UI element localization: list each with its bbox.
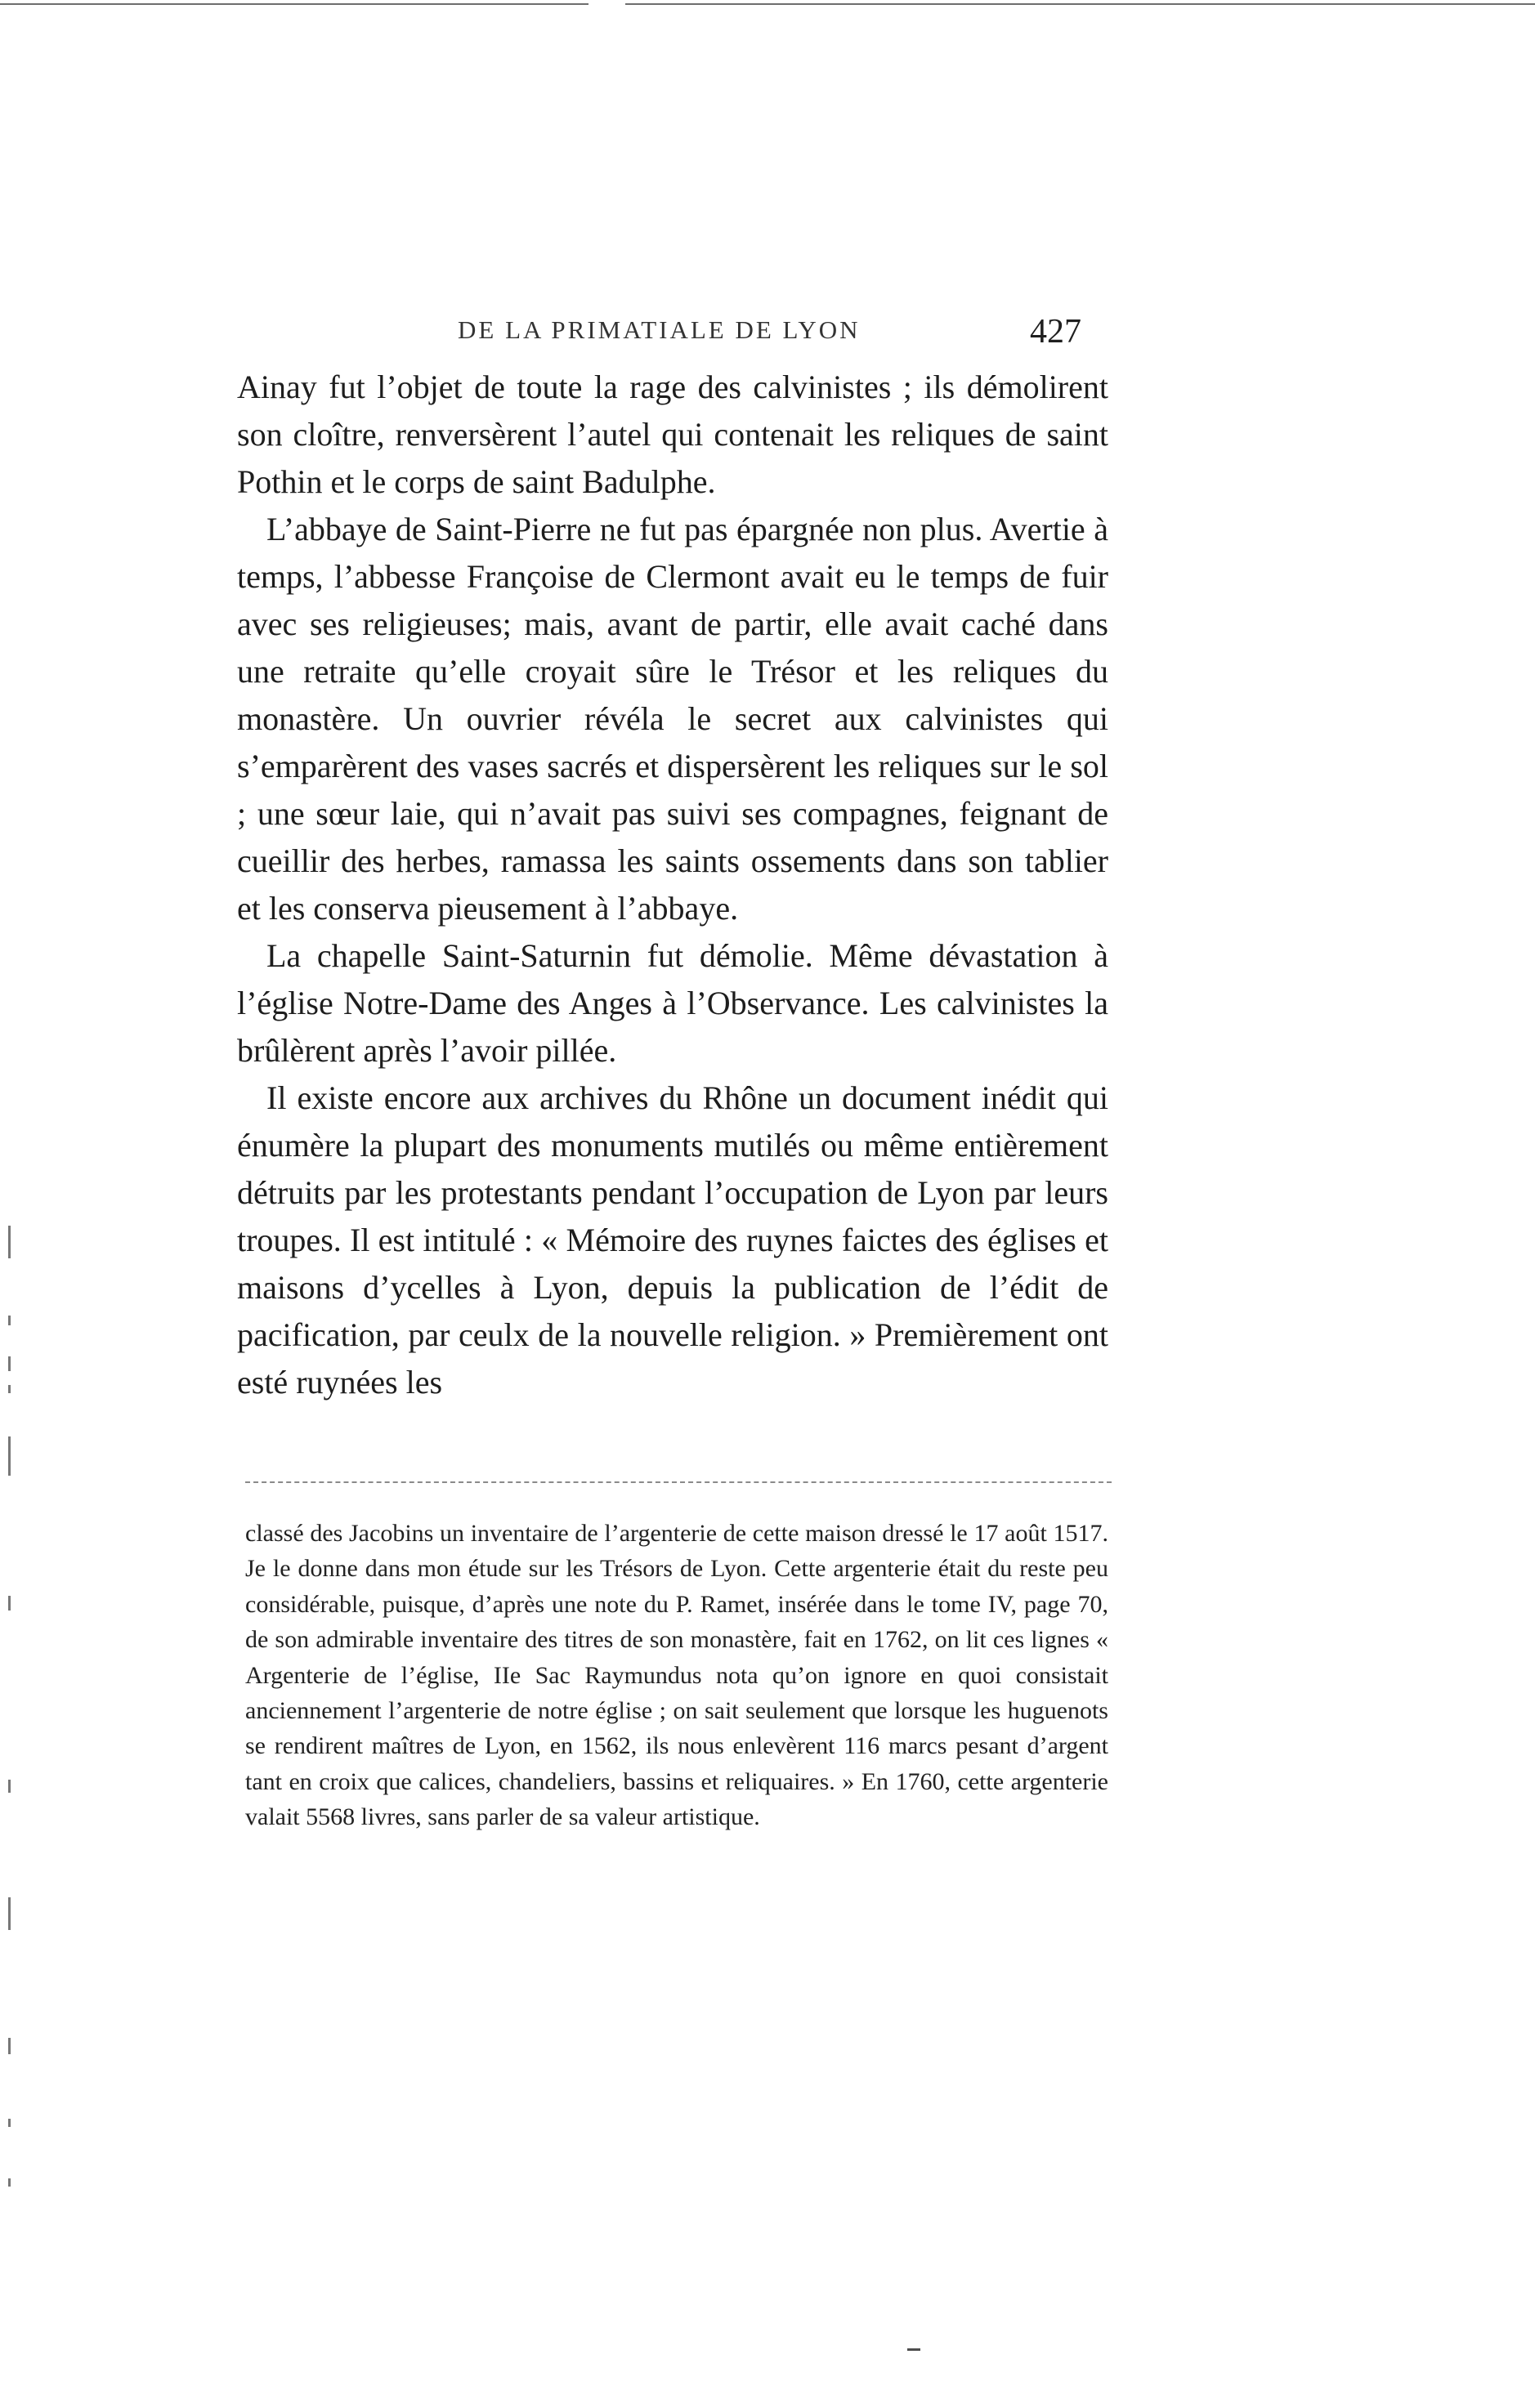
scan-top-rule-left xyxy=(0,3,588,5)
scan-margin-mark xyxy=(8,2038,11,2054)
page-number: 427 xyxy=(1030,313,1081,351)
footnote-text: classé des Jacobins un inventaire de l’argenterie de cette maison dressé le 17 août 1517. Je le donne dans mon étude sur les Trésors de Lyon. Cette argenterie était du reste peu considérable, puisque, d’après une note du P. Ramet, insérée dans le tome IV, page 70, de son admirable inventaire des titres de son monastère, fait en 1762, on lit ces lignes « Argenterie de l’église, IIe Sac Raymundus nota qu’on ignore en quoi consistait anciennement l’argenterie de notre église ; on sait seulement que lorsque les huguenots se rendirent maîtres de Lyon, en 1562, ils nous enlevèrent 116 marcs pesant d’argent tant en croix que calices, chandeliers, bassins et reliquaires. » En 1760, cette argenterie valait 5568 livres, sans parler de sa valeur artistique. xyxy=(245,1520,1108,1831)
scan-margin-mark xyxy=(8,1356,11,1371)
scan-margin-mark xyxy=(8,1780,11,1793)
scan-margin-mark xyxy=(8,1316,11,1325)
paragraph: Il existe encore aux archives du Rhône un document inédit qui énumère la plupart des monuments mutilés ou même entièrement détruits par les protestants pendant l’occupation de Lyon par leurs troupes. Il est intitulé : « Mémoire des ruynes faictes des églises et maisons d’ycelles à Lyon, depuis la publication de l’édit de pacification, par ceulx de la nouvelle religion. » Premièrement ont esté ruynées les xyxy=(237,1079,1108,1401)
scan-bottom-mark xyxy=(907,2348,920,2351)
paragraph: La chapelle Saint-Saturnin fut démolie. Même dévastation à l’église Notre-Dame des Anges à l’Observance. Les calvinistes la brûlèrent après l’avoir pillée. xyxy=(237,937,1108,1069)
scan-top-rule-right xyxy=(625,3,1535,5)
footnote-block xyxy=(245,1516,1108,1835)
scan-margin-mark xyxy=(8,2119,11,2127)
scan-margin-mark xyxy=(8,1596,11,1611)
scan-margin-mark xyxy=(8,1436,11,1476)
main-text xyxy=(237,364,1108,1406)
scan-margin-mark xyxy=(8,1226,11,1258)
scan-margin-mark xyxy=(8,2178,11,2187)
paragraph: Ainay fut l’objet de toute la rage des calvinistes ; ils démolirent son cloître, renversèrent l’autel qui contenait les reliques de saint Pothin et le corps de saint Badulphe. xyxy=(237,369,1108,500)
footnote-separator xyxy=(245,1481,1112,1483)
scan-margin-mark xyxy=(8,1897,11,1930)
scan-margin-mark xyxy=(8,1385,11,1393)
running-head: DE LA PRIMATIALE DE LYON xyxy=(458,315,861,344)
paragraph: L’abbaye de Saint-Pierre ne fut pas épargnée non plus. Avertie à temps, l’abbesse Françoise de Clermont avait eu le temps de fuir avec ses religieuses; mais, avant de partir, elle avait caché dans une retraite qu’elle croyait sûre le Trésor et les reliques du monastère. Un ouvrier révéla le secret aux calvinistes qui s’emparèrent des vases sacrés et dispersèrent les reliques sur le sol ; une sœur laie, qui n’avait pas suivi ses compagnes, feignant de cueillir des herbes, ramassa les saints ossements dans son tablier et les conserva pieusement à l’abbaye. xyxy=(237,511,1108,927)
